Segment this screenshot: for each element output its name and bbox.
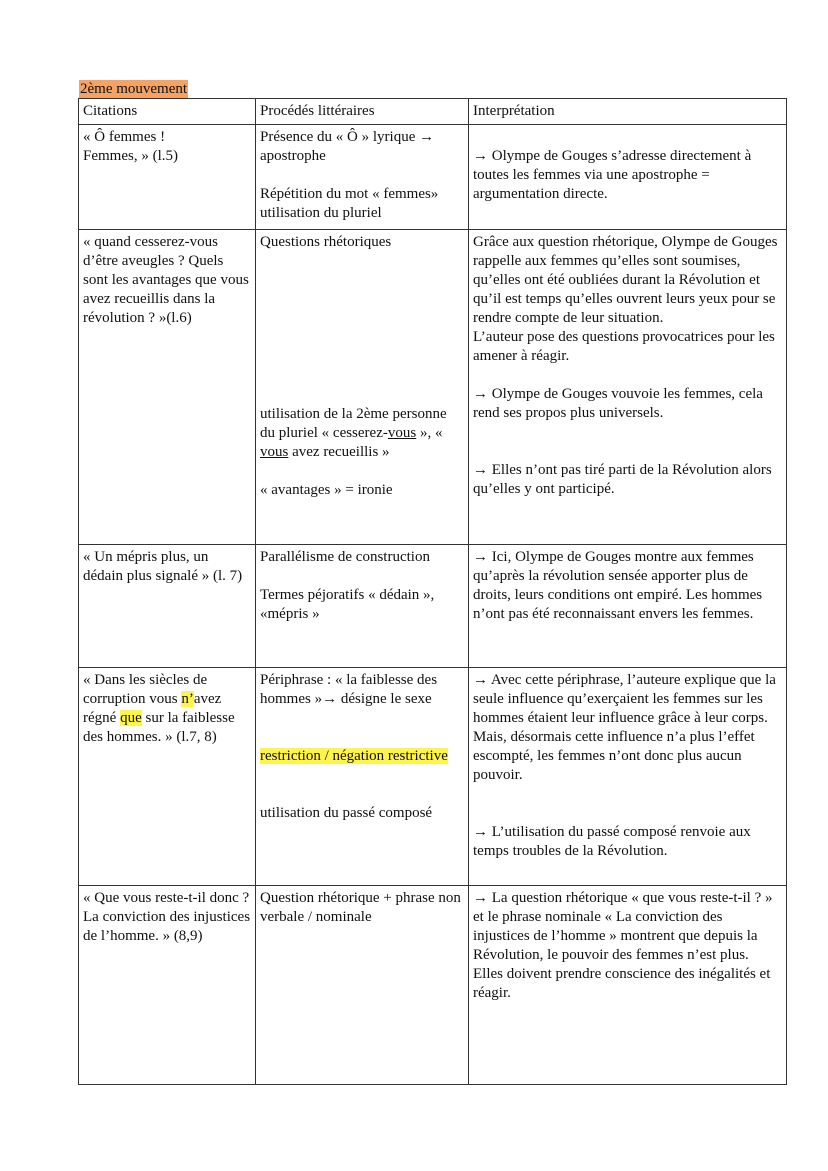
procede-text: Présence du « Ô » lyrique → apostrophe	[260, 129, 435, 164]
interpretation-text: → Olympe de Gouges vouvoie les femmes, cela rend ses propos plus universels.	[473, 386, 763, 421]
interpretation-text: → Elles n’ont pas tiré parti de la Révolution alors qu’elles y ont participé.	[473, 462, 772, 497]
procedes-cell	[256, 668, 469, 886]
procedes-cell	[256, 230, 469, 545]
table-row	[79, 230, 787, 545]
citation-text: « Ô femmes !	[83, 129, 166, 145]
citation-text: « Dans les siècles de corruption vous n’avez régné que sur la faiblesse des hommes. » (l.7, 8)	[83, 672, 235, 745]
citation-cell	[79, 230, 256, 545]
procede-text: « avantages » = ironie	[260, 482, 393, 498]
procede-text: Périphrase : « la faiblesse des hommes »→ désigne le sexe	[260, 672, 438, 707]
procede-text: Répétition du mot « femmes» utilisation du pluriel	[260, 186, 439, 221]
interpretation-text: Elles doivent prendre conscience des inégalités et réagir.	[473, 966, 771, 1001]
table-header-row	[79, 99, 787, 125]
column-header-interpretation: Interprétation	[469, 99, 787, 125]
procedes-cell	[256, 886, 469, 1085]
column-header-procedes: Procédés littéraires	[256, 99, 469, 125]
procede-text: Question rhétorique + phrase non verbale / nominale	[260, 890, 461, 925]
procedes-cell	[256, 125, 469, 230]
interpretation-text: → Olympe de Gouges s’adresse directement à toutes les femmes via une apostrophe = argumentation directe.	[473, 148, 752, 202]
citation-cell	[79, 545, 256, 668]
procede-text: Parallélisme de construction	[260, 549, 430, 565]
procede-text: Questions rhétoriques	[260, 234, 392, 250]
interpretation-cell	[469, 125, 787, 230]
analysis-table	[78, 98, 787, 1085]
citation-cell	[79, 668, 256, 886]
interpretation-text: → La question rhétorique « que vous reste-t-il ? » et le phrase nominale « La conviction des injustices de l’homme » montrent que depuis la Révolution, le pouvoir des femmes n’est plus.	[473, 890, 773, 963]
highlight: que	[120, 710, 142, 726]
table-row	[79, 886, 787, 1085]
procede-text-highlighted: restriction / négation restrictive	[260, 748, 448, 764]
procedes-cell	[256, 545, 469, 668]
procede-text: utilisation du passé composé	[260, 805, 433, 821]
citation-cell	[79, 886, 256, 1085]
highlight: n’	[181, 691, 194, 707]
table-row	[79, 668, 787, 886]
citation-text: Femmes, » (l.5)	[83, 148, 178, 164]
interpretation-cell	[469, 886, 787, 1085]
interpretation-text: Grâce aux question rhétorique, Olympe de Gouges rappelle aux femmes qu’elles sont soumises, qu’elles ont été oubliées durant la Révolution et qu’il est temps qu’elles ouvrent leurs yeux pour se rendre compte de leur situation.	[473, 234, 778, 326]
citation-text: « Un mépris plus, un dédain plus signalé » (l. 7)	[83, 549, 243, 584]
interpretation-text: L’auteur pose des questions provocatrices pour les amener à réagir.	[473, 329, 775, 364]
table-row	[79, 545, 787, 668]
interpretation-cell	[469, 668, 787, 886]
procede-text: utilisation de la 2ème personne du pluriel « cesserez-vous », « vous avez recueillis »	[260, 406, 447, 460]
citation-cell	[79, 125, 256, 230]
table-row	[79, 125, 787, 230]
interpretation-text: → Avec cette périphrase, l’auteure explique que la seule influence qu’exerçaient les femmes sur les hommes étaient leur influence grâce à leur corps. Mais, désormais cette influence n’a plus l’effet escompté, les femmes n’ont donc plus aucun pouvoir.	[473, 672, 776, 783]
citation-text: « quand cesserez-vous d’être aveugles ? Quels sont les avantages que vous avez recueillis dans la révolution ? »(l.6)	[83, 234, 249, 326]
procede-text: Termes péjoratifs « dédain », «mépris »	[260, 587, 435, 622]
interpretation-cell	[469, 230, 787, 545]
interpretation-cell	[469, 545, 787, 668]
interpretation-text: → Ici, Olympe de Gouges montre aux femmes qu’après la révolution sensée apporter plus de droits, leurs conditions ont empiré. Les hommes n’ont pas été reconnaissant envers les femmes.	[473, 549, 763, 622]
citation-text: « Que vous reste-t-il donc ? La conviction des injustices de l’homme. » (8,9)	[83, 890, 251, 944]
interpretation-text: → L’utilisation du passé composé renvoie aux temps troubles de la Révolution.	[473, 824, 751, 859]
column-header-citations: Citations	[79, 99, 256, 125]
section-heading: 2ème mouvement	[80, 81, 188, 97]
